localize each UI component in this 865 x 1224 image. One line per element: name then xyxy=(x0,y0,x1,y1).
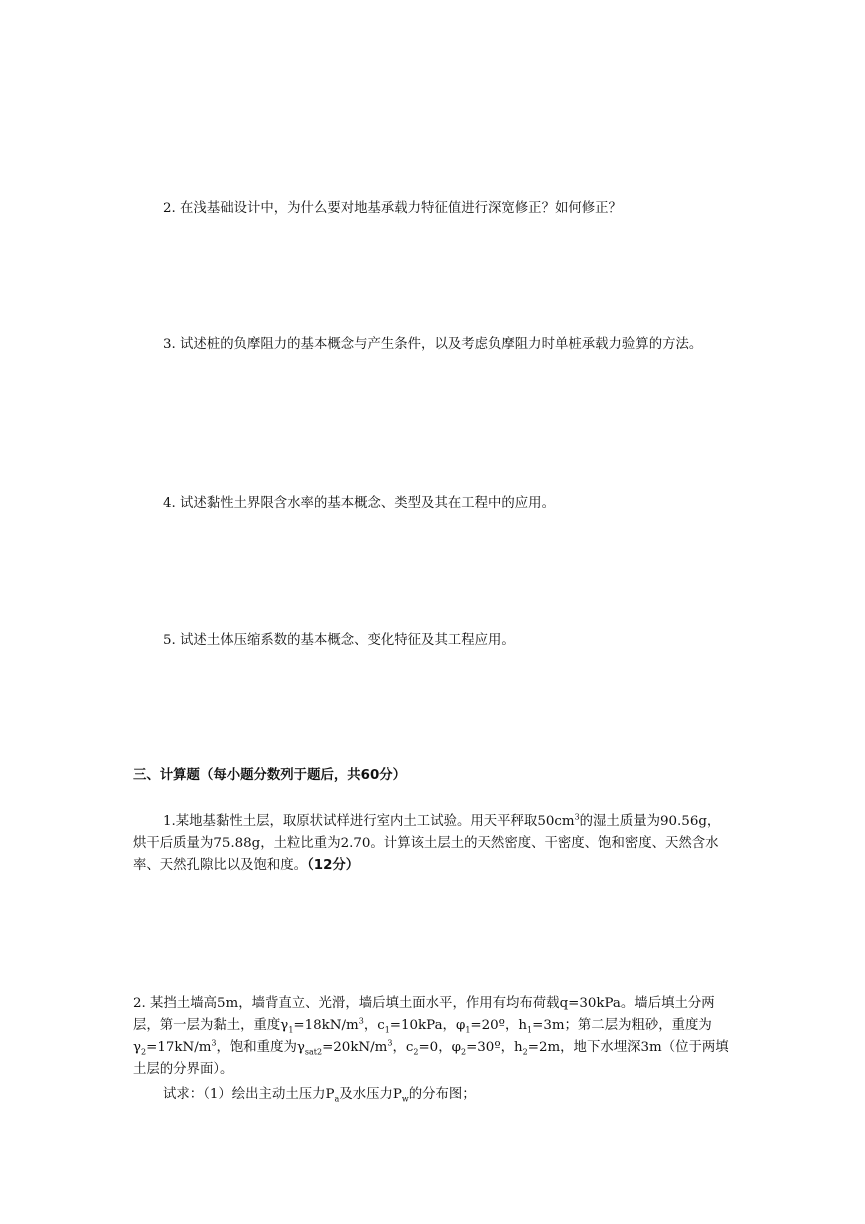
q2-s2: 3 xyxy=(358,1016,364,1026)
q2-s6: 2 xyxy=(141,1047,147,1057)
section-3-heading: 三、计算题（每小题分数列于题后，共60分） xyxy=(133,768,407,783)
calc-q1-text-a: 1.某地基黏性土层，取原状试样进行室内土工试验。用天平秤取50cm xyxy=(163,814,575,829)
q2-s3: 1 xyxy=(384,1025,390,1035)
q2-t8: ，饱和重度为γ xyxy=(216,1040,305,1055)
q2-t10: ，c xyxy=(392,1040,414,1055)
calc-q1-sup: 3 xyxy=(574,812,580,822)
q2-t12: =30º，h xyxy=(466,1040,523,1055)
q2-s11: 2 xyxy=(460,1047,467,1057)
calc-q1-score: （12分） xyxy=(307,858,360,873)
q2-t1: 2. 某挡土墙高5m，墙背直立、光滑，墙后填土面水平，作用有均布荷载q=30kPa。墙后填土分两层，第一层为黏土，重度γ xyxy=(133,996,715,1033)
q2-t5: =20º，h xyxy=(470,1018,527,1033)
calc-question-2 xyxy=(133,993,733,1081)
question-5: 5. 试述土体压缩系数的基本概念、变化特征及其工程应用。 xyxy=(163,633,515,648)
ask-text-1: 试求：（1）绘出主动土压力P xyxy=(163,1087,335,1102)
q2-s1: 1 xyxy=(288,1025,294,1035)
ask-text-2: 及水压力P xyxy=(339,1087,402,1102)
q2-s10: 2 xyxy=(413,1047,419,1057)
question-2: 2. 在浅基础设计中，为什么要对地基承载力特征值进行深宽修正？如何修正？ xyxy=(163,201,622,216)
calc-question-2-ask xyxy=(133,1084,733,1106)
q2-t7: =17kN/m xyxy=(146,1040,212,1055)
q2-s9: 3 xyxy=(387,1038,393,1048)
q2-t11: =0，φ xyxy=(418,1040,461,1055)
q2-t4: =10kPa，φ xyxy=(389,1018,466,1033)
calc-question-1 xyxy=(133,811,733,877)
q2-t9: =20kN/m xyxy=(322,1040,388,1055)
q2-s7: 3 xyxy=(211,1038,217,1048)
question-4: 4. 试述黏性土界限含水率的基本概念、类型及其在工程中的应用。 xyxy=(163,496,555,511)
calc-q1-text-b: 的湿土质量为90.56g，烘干后质量为75.88g，土粒比重为2.70。计算该土层土的天然密度、干密度、饱和密度、天然含水率、天然孔隙比以及饱和度。 xyxy=(133,814,721,873)
ask-sub-a: a xyxy=(334,1094,340,1104)
question-3: 3. 试述桩的负摩阻力的基本概念与产生条件，以及考虑负摩阻力时单桩承载力验算的方法。 xyxy=(163,337,703,352)
q2-s8: sat2 xyxy=(304,1047,323,1057)
q2-t3: ，c xyxy=(363,1018,385,1033)
q2-t6: =3m；第二层为粗砂，重度为γ xyxy=(133,1018,712,1055)
q2-s12: 2 xyxy=(522,1047,528,1057)
q2-s4: 1 xyxy=(465,1025,471,1035)
q2-t13: =2m，地下水埋深3m（位于两填土层的分界面）。 xyxy=(133,1040,729,1077)
ask-text-3: 的分布图； xyxy=(408,1087,476,1102)
q2-s5: 1 xyxy=(527,1025,533,1035)
ask-sub-w: w xyxy=(401,1094,409,1104)
q2-t2: =18kN/m xyxy=(293,1018,359,1033)
